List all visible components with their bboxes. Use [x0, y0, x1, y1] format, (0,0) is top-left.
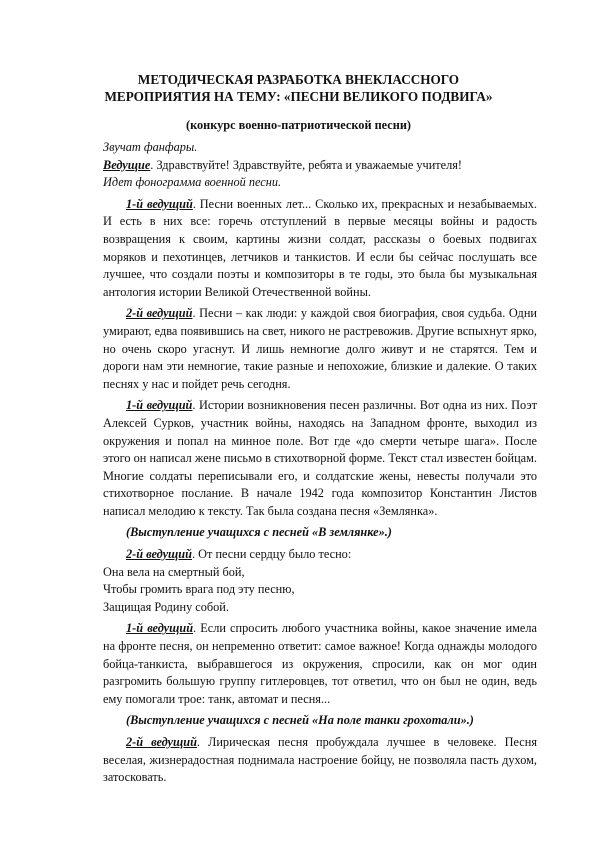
paragraph-host1-zemlyanka [103, 397, 537, 520]
fanfare-text: Звучат фанфары. [103, 140, 198, 154]
paragraph-text: . Лирическая песня пробуждала лучшее в человеке. Песня веселая, жизнерадостная поднимала настроение бойцу, не позволяла пасть духом, затосковать. [103, 735, 537, 785]
speaker-label: 2-й ведущий [126, 547, 192, 562]
performance-note-2 [103, 712, 537, 730]
paragraph-host1-tankman [103, 620, 537, 708]
performance-text: (Выступление учащихся с песней «В землянке».) [126, 525, 392, 540]
paragraph-text: . Если спросить любого участника войны, какое значение имела на фронте песня, он непременно ответит: самое важное! Когда однажды молодого бойца-танкиста, выбравшегося из окружения, спросили, как он мог один разгромить большую группу гитлеровцев, тот ответил, что он был не один, ведь ему помогали трое: танк, автомат и песня... [103, 621, 537, 706]
paragraph-host1-intro [103, 196, 537, 302]
speaker-label: 2-й ведущий [126, 735, 197, 749]
paragraph-text: . Истории возникновения песен различны. Вот одна из них. Поэт Алексей Сурков, участник войны, находясь на Западном фронте, выходил из окружения и попал на минное поле. Вот где «до смерти четыре шага». После этого он написал жене письмо в стихотворной форме. Текст стал известен бойцам. Многие солдаты переписывали его, и солдатские жены, невесты получали это стихотворное послание. В начале 1942 года композитор Константин Листов написал мелодию к тексту. Так была создана песня «Землянка». [103, 398, 537, 518]
title-line-1: МЕТОДИЧЕСКАЯ РАЗРАБОТКА ВНЕКЛАССНОГО [137, 72, 460, 87]
paragraph-text: . Песни – как люди: у каждой своя биография, своя судьба. Одни умирают, едва появившись на свет, никого не растревожив. Другие вспыхнут ярко, но очень скоро угаснут. И лишь немногие долго живут и не старятся. Тем и дороги нам эти немногие, такие разные и непохожие, близкие и далекие. О таких песнях у нас и пойдет речь сегодня. [103, 306, 537, 391]
hosts-greeting-text: . Здравствуйте! Здравствуйте, ребята и уважаемые учителя! [150, 157, 463, 172]
speaker-label: 2-й ведущий [126, 306, 193, 321]
document-body [103, 139, 537, 787]
hosts-greeting [103, 157, 537, 175]
paragraph-host2-lyrical [103, 734, 537, 787]
paragraph-text: . Песни военных лет... Сколько их, прекрасных и незабываемых. И есть в них все: горечь отступлений в первые месяцы войны и радость возвращения к своим, картины жизни солдат, рассказы о боевых подвигах моряков и пехотинцев, летчиков и танкистов. И если бы сейчас послушать все лучшее, что создали поэты и композиторы в те годы, это была бы музыкальная антология истории Великой Отечественной войны. [103, 196, 537, 299]
speaker-label: 1-й ведущий [126, 398, 193, 413]
title-line-2: МЕРОПРИЯТИЯ НА ТЕМУ: «ПЕСНИ ВЕЛИКОГО ПОДВИГА» [104, 89, 493, 104]
verse-line: Чтобы громить врага под эту песню, [103, 582, 295, 597]
speaker-label: 1-й ведущий [126, 196, 193, 211]
verse-line: Защищая Родину собой. [103, 599, 229, 614]
phonogram-text: Идет фонограмма военной песни. [103, 175, 282, 190]
hosts-label: Ведущие [103, 157, 151, 172]
document-title [60, 71, 537, 105]
verse-first-line: . От песни сердцу было тесно: [191, 547, 352, 562]
paragraph-host2-songs [103, 305, 537, 393]
performance-text: (Выступление учащихся с песней «На поле танки грохотали».) [126, 713, 474, 728]
verse-line: Она вела на смертный бой, [103, 564, 245, 579]
stage-direction-phonogram [103, 174, 537, 192]
document-subtitle: (конкурс военно-патриотической песни) [185, 118, 412, 132]
speaker-label: 1-й ведущий [126, 621, 194, 636]
verse-intro [103, 546, 537, 564]
performance-note-1 [103, 524, 537, 542]
stage-direction-fanfare [103, 139, 537, 157]
